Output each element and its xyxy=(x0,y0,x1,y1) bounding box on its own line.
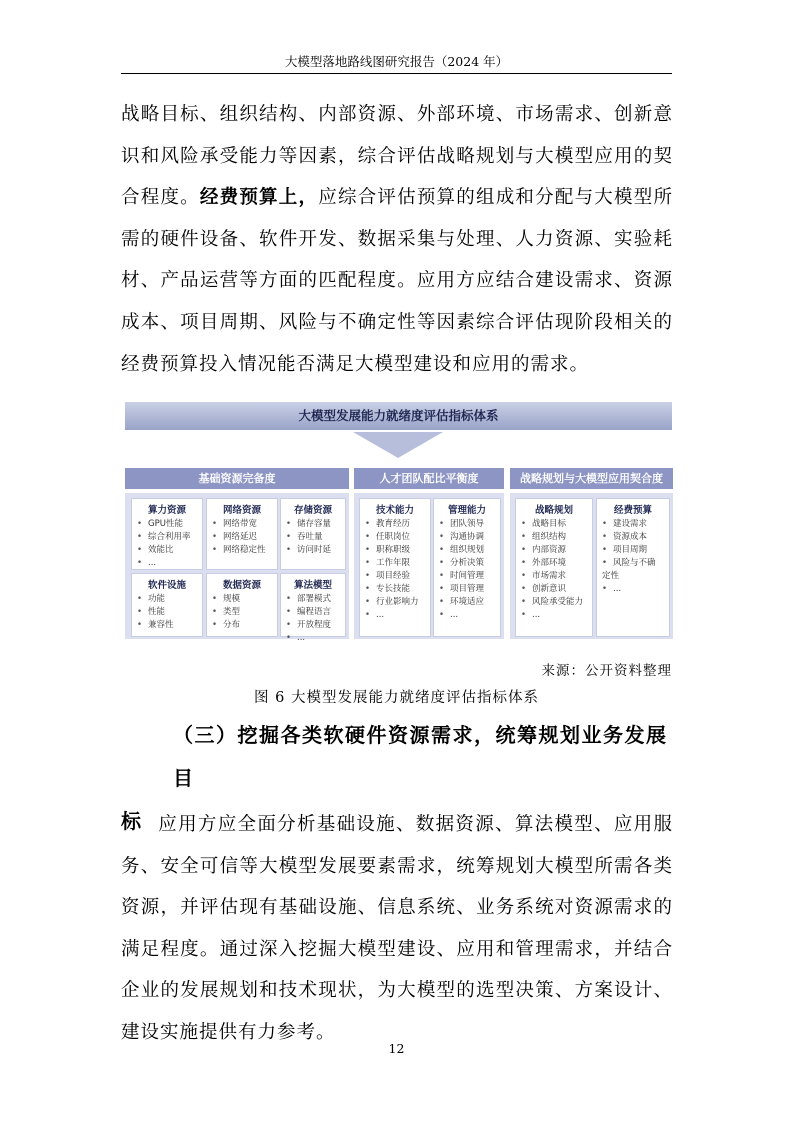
running-header: 大模型落地路线图研究报告（2024 年） xyxy=(284,54,509,69)
indicator-box xyxy=(433,498,501,637)
indicator-item: • 吞吐量 xyxy=(286,531,345,544)
indicator-title: 软件设施 xyxy=(147,580,186,591)
indicator-item: • 组织结构 xyxy=(521,531,592,544)
indicator-item: • 性能 xyxy=(137,606,202,619)
indicator-item: • 规模 xyxy=(212,593,277,606)
indicator-item: • 网络稳定性 xyxy=(212,544,277,557)
indicator-item: • 网络延迟 xyxy=(212,531,277,544)
indicator-box xyxy=(131,498,203,570)
indicator-item: • 类型 xyxy=(212,606,277,619)
indicator-item: • 市场需求 xyxy=(521,570,592,583)
indicator-item: • 储存容量 xyxy=(286,518,345,531)
indicator-box xyxy=(131,573,203,637)
paragraph-resources xyxy=(121,804,673,1054)
section-heading-line: 标 xyxy=(121,809,143,833)
category-header: 战略规划与大模型应用契合度 xyxy=(510,468,673,489)
bold-lead-budget: 经费预算上， xyxy=(199,187,319,209)
indicator-title: 管理能力 xyxy=(447,505,486,516)
indicator-title: 算力资源 xyxy=(147,505,186,516)
indicator-item: • 访问时延 xyxy=(286,544,345,557)
category-header: 基础资源完备度 xyxy=(125,468,349,489)
indicator-item: • 功能 xyxy=(137,593,202,606)
indicator-item: • ... xyxy=(439,609,500,622)
indicator-title: 经费预算 xyxy=(613,505,652,516)
indicator-item: • ... xyxy=(521,609,592,622)
indicator-item: • 时间管理 xyxy=(439,570,500,583)
indicator-box xyxy=(515,498,593,637)
indicator-item: • 分布 xyxy=(212,619,277,632)
paragraph-budget xyxy=(121,94,673,385)
indicator-item: • 风险承受能力 xyxy=(521,596,592,609)
indicator-item: • 内部资源 xyxy=(521,544,592,557)
section-heading-line: （三）挖掘各类软硬件资源需求，统筹规划业务发展目 xyxy=(173,723,668,790)
indicator-item: • GPU性能 xyxy=(137,518,202,531)
indicator-title: 技术能力 xyxy=(375,505,414,516)
indicator-item: • 环境适应 xyxy=(439,596,500,609)
indicator-box xyxy=(359,498,431,637)
indicator-item: • 外部环境 xyxy=(521,557,592,570)
indicator-item: • 任职岗位 xyxy=(365,531,430,544)
indicator-box xyxy=(206,498,278,570)
indicator-item: • 开放程度 xyxy=(286,619,345,632)
indicator-item: • ... xyxy=(602,583,669,596)
indicator-item: • 兼容性 xyxy=(137,619,202,632)
figure-source: 来源：公开资料整理 xyxy=(541,663,672,679)
figure-caption: 图 6 大模型发展能力就绪度评估指标体系 xyxy=(254,690,539,706)
indicator-item: • 建设需求 xyxy=(602,518,669,531)
indicator-item: • 网络带宽 xyxy=(212,518,277,531)
header-divider xyxy=(121,73,672,74)
indicator-title: 存储资源 xyxy=(293,505,332,516)
indicator-item: • 职称职级 xyxy=(365,544,430,557)
indicator-item: • 教育经历 xyxy=(365,518,430,531)
page-number: 12 xyxy=(388,1041,405,1056)
indicator-item: • 项目经验 xyxy=(365,570,430,583)
indicator-box xyxy=(280,498,346,570)
indicator-item: • 沟通协调 xyxy=(439,531,500,544)
paragraph-text: 战略目标、组织结构、内部资源、外部环境、市场需求、创新意识和风险承受能力等因素，综合评估战略规划与大模型应用的契合程度。 xyxy=(121,104,673,209)
indicator-item: • 项目管理 xyxy=(439,583,500,596)
indicator-item: • 行业影响力 xyxy=(365,596,430,609)
indicator-item: • ... xyxy=(365,609,430,622)
indicator-item: • 专长技能 xyxy=(365,583,430,596)
indicator-title: 数据资源 xyxy=(222,580,261,591)
paragraph-text: 应用方应全面分析基础设施、数据资源、算法模型、应用服务、安全可信等大模型发展要素需求，统筹规划大模型所需各类资源，并评估现有基础设施、信息系统、业务系统对资源需求的满足程度。通过深入挖掘大模型建设、应用和管理需求，并结合企业的发展规划和技术现状，为大模型的选型决策、方案设计、建设实施提供有力参考。 xyxy=(121,814,673,1043)
paragraph-text: 应综合评估预算的组成和分配与大模型所需的硬件设备、软件开发、数据采集与处理、人力资源、实验耗材、产品运营等方面的匹配程度。应用方应结合建设需求、资源成本、项目周期、风险与不确定性等因素综合评估现阶段相关的经费预算投入情况能否满足大模型建设和应用的需求。 xyxy=(121,187,673,375)
indicator-item: • 综合利用率 xyxy=(137,531,202,544)
indicator-item: • ... xyxy=(137,557,202,570)
category-header: 人才团队配比平衡度 xyxy=(354,468,504,489)
indicator-item: • 资源成本 xyxy=(602,531,669,544)
indicator-item: • 创新意识 xyxy=(521,583,592,596)
indicator-item: • 项目周期 xyxy=(602,544,669,557)
indicator-title: 战略规划 xyxy=(534,505,573,516)
indicator-item: • 组织规划 xyxy=(439,544,500,557)
indicator-item: • 部署模式 xyxy=(286,593,345,606)
indicator-item: • 分析决策 xyxy=(439,557,500,570)
indicator-box xyxy=(206,573,278,637)
indicator-box xyxy=(596,498,670,637)
indicator-item: • ... xyxy=(286,632,345,645)
down-arrow-icon xyxy=(353,432,443,458)
indicator-item: • 战略目标 xyxy=(521,518,592,531)
indicator-item: • 效能比 xyxy=(137,544,202,557)
indicator-box xyxy=(280,573,346,643)
indicator-item: • 团队领导 xyxy=(439,518,500,531)
indicator-item: • 工作年限 xyxy=(365,557,430,570)
figure-title: 大模型发展能力就绪度评估指标体系 xyxy=(125,402,672,430)
indicator-title: 网络资源 xyxy=(222,505,261,516)
indicator-item: • 风险与不确定性 xyxy=(602,557,662,583)
indicator-item: • 编程语言 xyxy=(286,606,345,619)
indicator-title: 算法模型 xyxy=(293,580,332,591)
